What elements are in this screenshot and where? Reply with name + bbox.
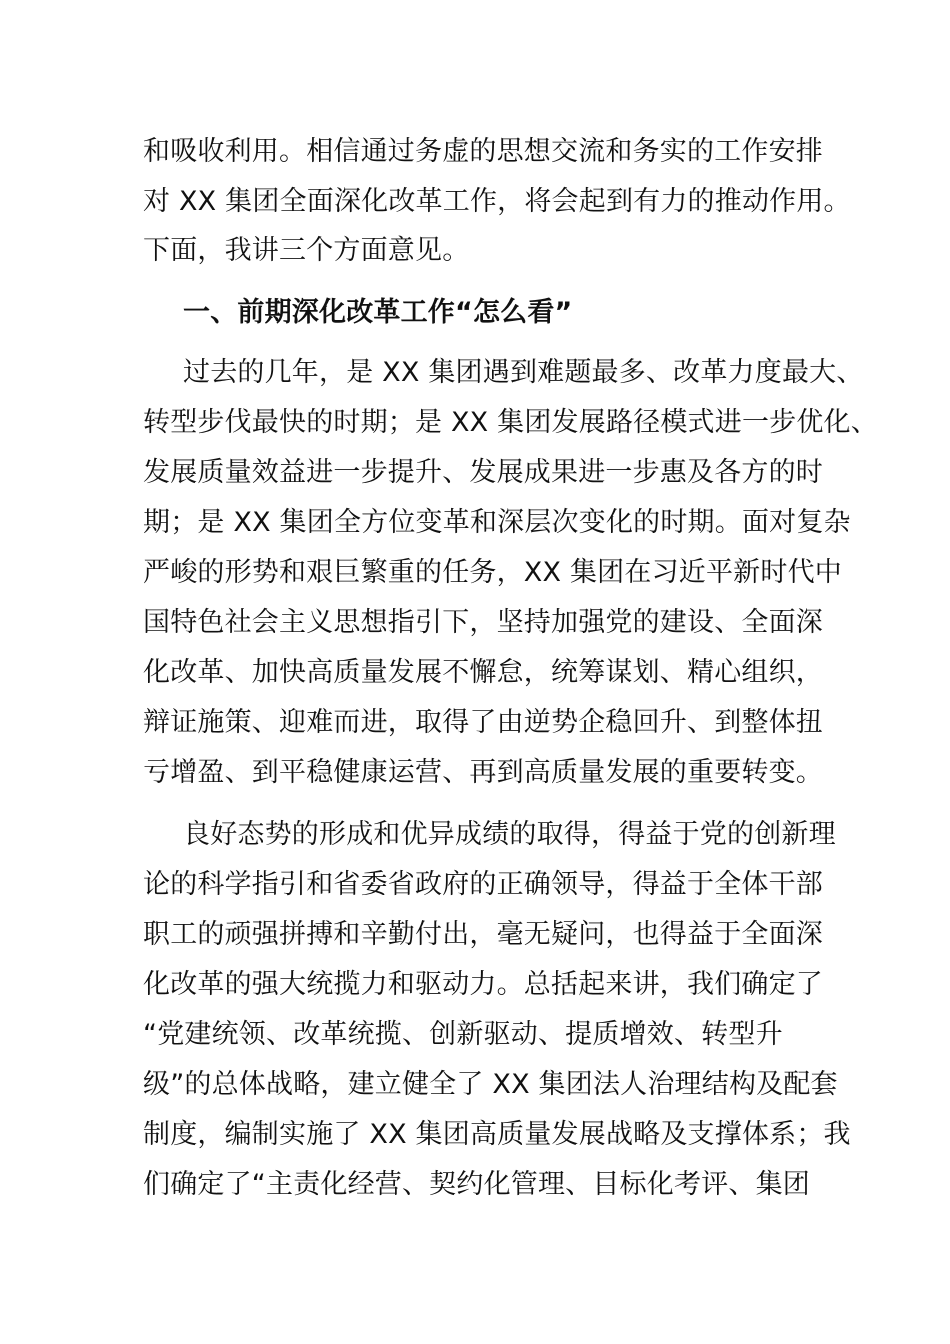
text-line: 对 XX 集团全面深化改革工作，将会起到有力的推动作用。	[143, 186, 851, 217]
text-line: 化改革的强大统揽力和驱动力。总括起来讲，我们确定了	[143, 969, 823, 1000]
text-line: 下面，我讲三个方面意见。	[143, 235, 470, 266]
text-line: 国特色社会主义思想指引下，坚持加强党的建设、全面深	[143, 607, 823, 638]
text-line: 亏增盈、到平稳健康运营、再到高质量发展的重要转变。	[143, 757, 823, 788]
text-line: 转型步伐最快的时期；是 XX 集团发展路径模式进一步优化、	[143, 407, 878, 438]
text-line: 良好态势的形成和优异成绩的取得，得益于党的创新理	[183, 819, 836, 850]
section-heading: 一、前期深化改革工作“怎么看”	[183, 297, 573, 328]
text-line: 期；是 XX 集团全方位变革和深层次变化的时期。面对复杂	[143, 507, 851, 538]
text-line: 职工的顽强拼搏和辛勤付出，毫无疑问，也得益于全面深	[143, 919, 823, 950]
text-line: 严峻的形势和艰巨繁重的任务，XX 集团在习近平新时代中	[143, 557, 842, 588]
text-line: 制度，编制实施了 XX 集团高质量发展战略及支撑体系；我	[143, 1119, 851, 1150]
text-line: 过去的几年，是 XX 集团遇到难题最多、改革力度最大、	[183, 357, 864, 388]
text-line: “党建统领、改革统揽、创新驱动、提质增效、转型升	[143, 1019, 783, 1050]
text-line: 发展质量效益进一步提升、发展成果进一步惠及各方的时	[143, 457, 823, 488]
text-line: 们确定了“主责化经营、契约化管理、目标化考评、集团	[143, 1169, 810, 1200]
text-line: 化改革、加快高质量发展不懈怠，统筹谋划、精心组织，	[143, 657, 823, 688]
text-line: 论的科学指引和省委省政府的正确领导，得益于全体干部	[143, 869, 823, 900]
text-line: 辩证施策、迎难而进，取得了由逆势企稳回升、到整体扭	[143, 707, 823, 738]
text-line: 和吸收利用。相信通过务虚的思想交流和务实的工作安排	[143, 136, 823, 167]
text-line: 级”的总体战略，建立健全了 XX 集团法人治理结构及配套	[143, 1069, 838, 1100]
